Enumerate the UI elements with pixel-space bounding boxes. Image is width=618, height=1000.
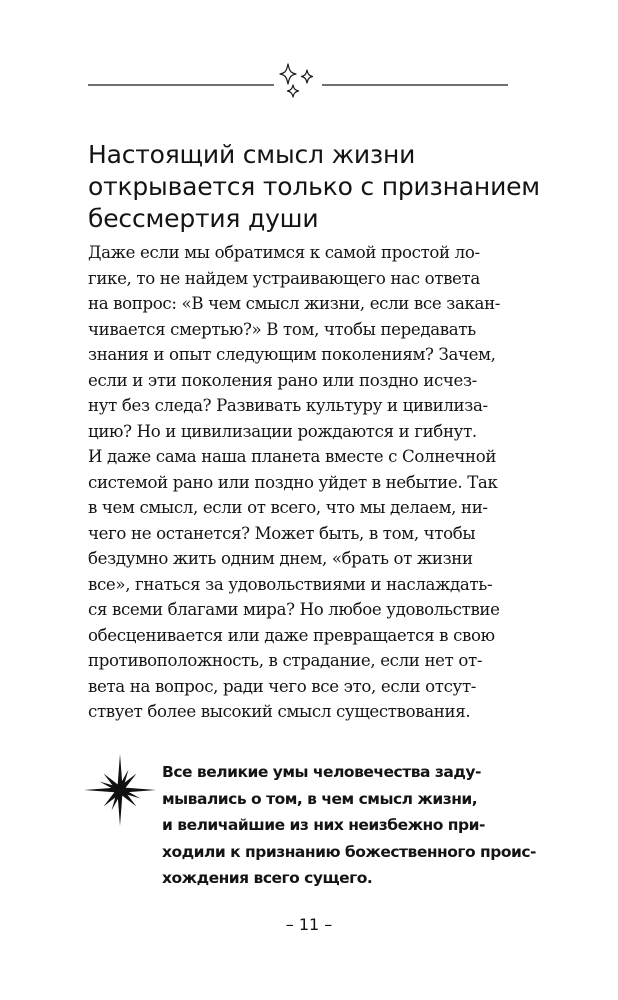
body-line: на вопрос: «В чем смысл жизни, если все закан-: [88, 294, 501, 313]
body-line: чивается смертью?» В том, чтобы передавать: [88, 319, 476, 339]
body-line: И даже сама наша планета вместе с Солнечной: [88, 447, 497, 466]
body-line: знания и опыт следующим поколениям? Зачем,: [88, 345, 496, 364]
heading-line: бессмертия души: [88, 203, 319, 233]
pull-quote: [162, 759, 536, 892]
body-line: в чем смысл, если от всего, что мы делаем, ни-: [88, 498, 488, 517]
body-line: системой рано или поздно уйдет в небытие. Так: [88, 472, 498, 492]
body-line: противоположность, в страдание, если нет от-: [88, 651, 483, 670]
body-line: нут без следа? Развивать культуру и цивилиза-: [88, 396, 488, 415]
quote-line: ходили к признанию божественного проис-: [162, 842, 536, 861]
body-line: бездумно жить одним днем, «брать от жизни: [88, 549, 473, 568]
body-line: цию? Но и цивилизации рождаются и гибнут.: [88, 421, 477, 441]
body-line: если и эти поколения рано или поздно исчез-: [88, 370, 477, 390]
body-line: обесценивается или даже превращается в свою: [88, 625, 495, 645]
quote-line: и величайшие из них неизбежно при-: [162, 816, 485, 834]
body-paragraph: [88, 240, 528, 725]
page-number: – 11 –: [285, 915, 333, 934]
body-line: все», гнаться за удовольствиями и наслаждать-: [88, 574, 493, 594]
body-line: ся всеми благами мира? Но любое удовольствие: [88, 600, 500, 619]
body-line: вета на вопрос, ради чего все это, если отсут-: [88, 676, 477, 696]
heading-line: Настоящий смысл жизни: [88, 139, 416, 169]
quote-line: Все великие умы человечества заду-: [162, 763, 481, 781]
section-heading: [88, 139, 558, 235]
sparkle-icon: [302, 70, 313, 83]
quote-line: мывались о том, в чем смысл жизни,: [162, 789, 478, 808]
sparkle-icon: [280, 64, 296, 84]
heading-line: открывается только с признанием: [88, 171, 540, 201]
body-line: Даже если мы обратимся к самой простой ло-: [88, 243, 480, 262]
sparkle-icon: [288, 85, 299, 97]
body-line: ствует более высокий смысл существования.: [88, 702, 471, 721]
body-line: гике, то не найдем устраивающего нас ответа: [88, 268, 480, 288]
quote-line: хождения всего сущего.: [162, 869, 373, 887]
star-burst-icon: [82, 752, 158, 828]
header-ornament: [0, 52, 618, 106]
body-line: чего не останется? Может быть, в том, чтобы: [88, 523, 476, 543]
